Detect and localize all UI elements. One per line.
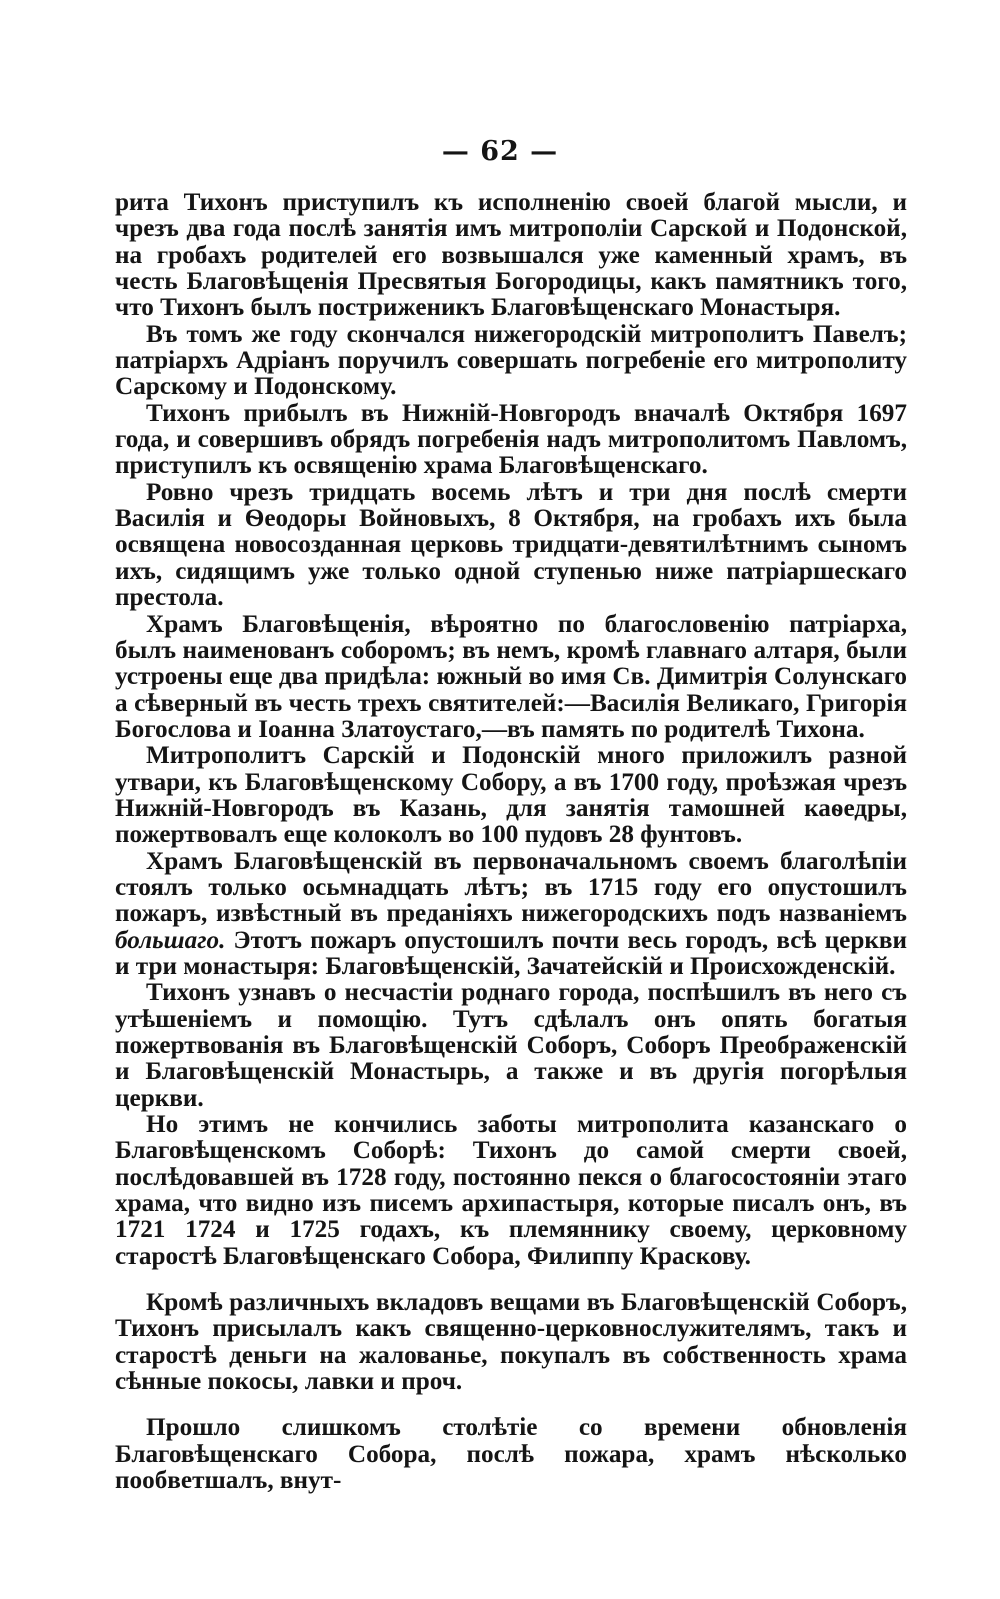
paragraph-5: Храмъ Благовѣщенія, вѣроятно по благословенію патріарха, былъ наименованъ соборомъ; въ немъ, кромѣ главнаго алтаря, были устроены еще два придѣла: южный во имя Св. Димитрія Солунскаго а сѣверный въ честь трехъ святителей:—Василія Великаго, Григорія Богослова и Іоанна Златоустаго,—въ память по родителѣ Тихона. [115,610,907,743]
page-body [115,190,907,1495]
paragraph-4: Ровно чрезъ тридцать восемь лѣтъ и три дня послѣ смерти Василія и Ѳеодоры Войновыхъ, 8 Октября, на гробахъ ихъ была освящена новосозданная церковь тридцати-девятилѣтнимъ сыномъ ихъ, сидящимъ уже только одной ступенью ниже патріаршескаго престола. [115,478,907,612]
page-number: — 62 — [441,136,559,167]
paragraph-2: Въ томъ же году скончался нижегородскій митрополитъ Павелъ; патріархъ Адріанъ поручилъ совершать погребеніе его митрополиту Сарскому и Подонскому. [115,320,907,401]
paragraph-7-italic-word: большаго. [115,926,226,954]
paragraph-6: Митрополитъ Сарскій и Подонскій много приложилъ разной утвари, къ Благовѣщенскому Собору, а въ 1700 году, проѣзжая чрезъ Нижній-Новгородъ въ Казань, для занятія тамошней каѳедры, пожертвовалъ еще колоколъ во 100 пудовъ 28 фунтовъ. [115,742,907,849]
paragraph-3: Тихонъ прибылъ въ Нижній-Новгородъ вначалѣ Октября 1697 года, и совершивъ обрядъ погребенія надъ митрополитомъ Павломъ, приступилъ къ освященію храма Благовѣщенскаго. [115,399,907,480]
paragraph-7-tail: Этотъ пожаръ опустошилъ почти весь городъ, всѣ церкви и три монастыря: Благовѣщенскій, Зачатейскій и Происхожденскій. [115,926,907,980]
paragraph-7-text: Храмъ Благовѣщенскій въ первоначальномъ своемъ благолѣпіи стоялъ только осьмнадцать лѣтъ; въ 1715 году его опустошилъ пожаръ, извѣстный въ преданіяхъ нижегородскихъ подъ названіемъ [115,847,907,928]
paragraph-8: Тихонъ узнавъ о несчастіи роднаго города, поспѣшилъ въ него съ утѣшеніемъ и помощію. Тутъ сдѣлалъ онъ опять богатыя пожертвованія въ Благовѣщенскій Соборъ, Соборъ Преображенскій и Благовѣщенскій Монастырь, а также и въ другія погорѣлыя церкви. [115,979,907,1112]
paragraph-10: Кромѣ различныхъ вкладовъ вещами въ Благовѣщенскій Соборъ, Тихонъ присылалъ какъ священно-церковнослужителямъ, такъ и старостѣ деньги на жалованье, покупалъ въ собственность храма сѣнные покосы, лавки и проч. [115,1289,907,1396]
paragraph-1: рита Тихонъ приступилъ къ исполненію своей благой мысли, и чрезъ два года послѣ занятія имъ митрополіи Сарской и Подонской, на гробахъ родителей его возвышался уже каменный храмъ, въ честь Благовѣщенія Пресвятыя Богородицы, какъ памятникъ того, что Тихонъ былъ постриженикъ Благовѣщенскаго Монастыря. [115,189,907,322]
paragraph-9: Но этимъ не кончились заботы митрополита казанскаго о Благовѣщенскомъ Соборѣ: Тихонъ до самой смерти своей, послѣдовавшей въ 1728 году, постоянно пекся о благосостояніи этаго храма, что видно изъ писемъ архипастыря, которые писалъ онъ, въ 1721 1724 и 1725 годахъ, къ племяннику своему, церковному старостѣ Благовѣщенскаго Собора, Филиппу Краскову. [115,1111,907,1270]
paragraph-11: Прошло слишкомъ столѣтіе со времени обновленія Благовѣщенскаго Собора, послѣ пожара, храмъ нѣсколько пообветшалъ, внут- [115,1414,907,1495]
paragraph-7 [115,849,907,981]
